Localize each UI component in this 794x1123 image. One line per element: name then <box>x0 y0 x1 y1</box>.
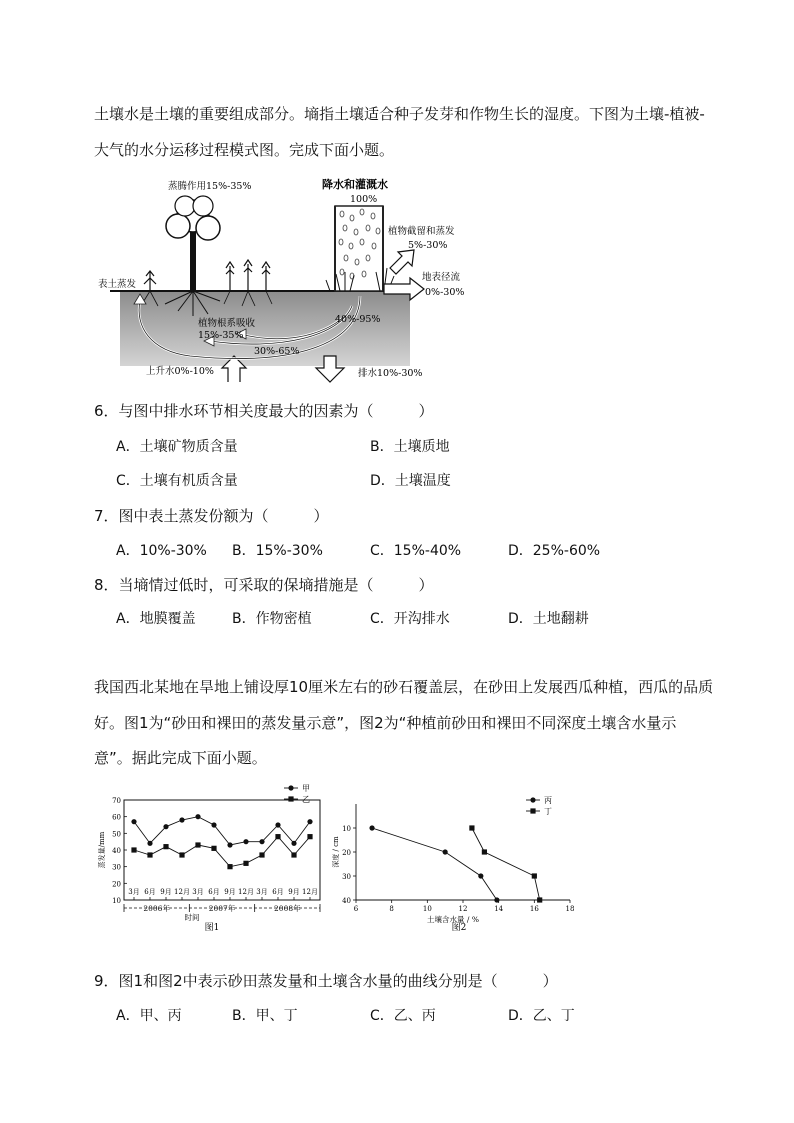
data-point <box>243 861 248 866</box>
label-precip-pct: 100% <box>350 194 378 205</box>
data-point <box>211 822 216 827</box>
legend-marker <box>288 785 293 790</box>
series-甲 <box>131 784 312 848</box>
data-point <box>532 873 537 878</box>
legend-label: 丙 <box>544 796 552 805</box>
q9-option-a[interactable]: A．甲、丙 <box>116 1008 182 1024</box>
label-drainage: 排水10%-30% <box>358 368 423 379</box>
y-tick-label: 40 <box>342 897 351 905</box>
data-point <box>494 897 499 902</box>
x-tick-label: 3月 <box>128 888 140 896</box>
intro2-line3: 意”。据此完成下面小题。 <box>94 749 267 767</box>
x-tick-label: 12月 <box>174 888 190 896</box>
data-point <box>469 825 474 830</box>
intro2-line2: 好。图1为“砂田和裸田的蒸发量示意”，图2为“种植前砂田和裸田不同深度土壤含水量示 <box>94 714 677 732</box>
q9-stem: 9．图1和图2中表示砂田蒸发量和土壤含水量的曲线分别是（ ） <box>94 972 558 990</box>
data-point <box>259 852 264 857</box>
data-point <box>275 822 280 827</box>
year-label: 2008年 <box>274 904 301 913</box>
label-runoff: 地表径流 <box>422 272 461 283</box>
q6-stem: 6．与图中排水环节相关度最大的因素为（ ） <box>94 402 434 420</box>
figure-caption: 图1 <box>204 923 220 933</box>
data-point <box>443 849 448 854</box>
q7-option-d[interactable]: D．25%-60% <box>508 543 601 559</box>
q6-option-d[interactable]: D．土壤温度 <box>370 473 451 489</box>
q6-option-b[interactable]: B．土壤质地 <box>370 439 450 455</box>
plot-frame <box>124 800 320 900</box>
water-transport-diagram <box>90 176 465 386</box>
x-axis-label: 时间 <box>184 913 200 922</box>
q8-option-a[interactable]: A．地膜覆盖 <box>116 611 196 627</box>
q6-option-c[interactable]: C．土壤有机质含量 <box>116 473 238 489</box>
label-root-uptake: 植物根系吸收 <box>198 318 256 329</box>
label-capillary-rise: 上升水0%-10% <box>146 366 214 377</box>
legend-label: 甲 <box>302 784 310 793</box>
legend-marker <box>288 796 293 801</box>
data-point <box>147 841 152 846</box>
y-tick-label: 20 <box>342 849 351 857</box>
data-point <box>291 841 296 846</box>
series-line <box>134 837 310 867</box>
x-tick-label: 10 <box>422 905 432 913</box>
data-point <box>163 824 168 829</box>
intro1-line1: 土壤水是土壤的重要组成部分。墒指土壤适合种子发芽和作物生长的湿度。下图为土壤-植被- <box>94 105 705 123</box>
q7-stem: 7．图中表土蒸发份额为（ ） <box>94 507 329 525</box>
data-point <box>227 842 232 847</box>
data-point <box>211 846 216 851</box>
x-tick-label: 3月 <box>256 888 268 896</box>
year-label: 2006年 <box>143 904 170 913</box>
q7-option-b[interactable]: B．15%-30% <box>232 543 323 559</box>
q6-option-a[interactable]: A．土壤矿物质含量 <box>116 439 238 455</box>
data-point <box>537 897 542 902</box>
x-tick-label: 12月 <box>238 888 254 896</box>
label-precip-title: 降水和灌溉水 <box>322 178 388 191</box>
data-point <box>147 852 152 857</box>
y-tick-label: 60 <box>112 813 121 822</box>
x-tick-label: 9月 <box>288 888 300 896</box>
data-point <box>275 834 280 839</box>
figure2-soil-moisture-chart <box>330 790 590 932</box>
data-point <box>195 814 200 819</box>
label-transpiration: 蒸腾作用15%-35% <box>168 181 252 192</box>
data-point <box>131 847 136 852</box>
y-axis-label: 深度 / cm <box>332 836 340 868</box>
y-axis-label: 蒸发量/mm <box>98 831 106 869</box>
x-tick-label: 6月 <box>144 888 156 896</box>
label-root-uptake-pct: 15%-35% <box>198 330 244 341</box>
y-tick-label: 30 <box>342 873 351 881</box>
data-point <box>179 817 184 822</box>
data-point <box>369 825 374 830</box>
data-point <box>482 849 487 854</box>
intro2-line1: 我国西北某地在旱地上铺设厚10厘米左右的砂石覆盖层，在砂田上发展西瓜种植，西瓜的品质 <box>94 678 714 696</box>
q8-option-d[interactable]: D．土地翻耕 <box>508 611 589 627</box>
label-interception: 植物截留和蒸发 <box>388 226 455 237</box>
data-point <box>291 852 296 857</box>
data-point <box>195 842 200 847</box>
x-tick-label: 9月 <box>160 888 172 896</box>
series-丙 <box>369 796 552 903</box>
x-tick-label: 12月 <box>302 888 318 896</box>
q8-stem: 8．当墒情过低时，可采取的保墒措施是（ ） <box>94 576 434 594</box>
x-tick-label: 12 <box>458 905 468 913</box>
year-label: 2007年 <box>208 904 236 913</box>
x-tick-label: 14 <box>494 905 504 913</box>
legend-label: 乙 <box>302 795 310 804</box>
x-tick-label: 18 <box>565 905 575 913</box>
y-tick-label: 40 <box>112 847 121 855</box>
data-point <box>163 844 168 849</box>
series-乙 <box>131 795 312 869</box>
series-丁 <box>469 807 552 903</box>
y-tick-label: 70 <box>112 797 121 805</box>
x-tick-label: 8 <box>389 905 394 913</box>
data-point <box>259 839 264 844</box>
x-tick-label: 6 <box>353 905 359 913</box>
q9-option-d[interactable]: D．乙、丁 <box>508 1008 575 1024</box>
q8-option-c[interactable]: C．开沟排水 <box>370 611 450 627</box>
y-tick-label: 20 <box>112 880 121 889</box>
data-point <box>179 852 184 857</box>
x-tick-label: 9月 <box>224 888 236 896</box>
q7-option-a[interactable]: A．10%-30% <box>116 543 207 559</box>
data-point <box>227 864 232 869</box>
figure-caption: 图2 <box>451 923 467 933</box>
q7-option-c[interactable]: C．15%-40% <box>370 543 462 559</box>
q9-option-c[interactable]: C．乙、丙 <box>370 1008 436 1024</box>
legend-marker <box>530 797 535 802</box>
q8-option-b[interactable]: B．作物密植 <box>232 611 312 627</box>
x-axis-label: 土壤含水量 / % <box>427 915 479 924</box>
data-point <box>131 819 136 824</box>
series-line <box>134 817 310 845</box>
y-tick-label: 10 <box>342 825 351 833</box>
figure1-evaporation-chart <box>94 782 334 932</box>
label-interception-pct: 5%-30% <box>408 240 448 251</box>
data-point <box>243 839 248 844</box>
intro1-line2: 大气的水分运移过程模式图。完成下面小题。 <box>94 141 395 159</box>
legend-marker <box>530 808 535 813</box>
label-surface-evap: 表土蒸发 <box>98 279 137 290</box>
label-redistribution-pct: 30%-65% <box>254 346 300 357</box>
y-tick-label: 30 <box>112 863 121 872</box>
series-line <box>472 828 540 900</box>
legend-label: 丁 <box>544 807 552 816</box>
interception-arrow <box>390 250 414 274</box>
label-runoff-pct: 0%-30% <box>425 287 465 298</box>
series-line <box>372 828 497 900</box>
data-point <box>478 873 483 878</box>
x-tick-label: 16 <box>529 905 539 913</box>
y-tick-label: 50 <box>112 830 121 839</box>
x-tick-label: 6月 <box>272 888 284 896</box>
data-point <box>307 834 312 839</box>
x-tick-label: 6月 <box>208 888 220 896</box>
q9-option-b[interactable]: B．甲、丁 <box>232 1008 298 1024</box>
x-tick-label: 3月 <box>192 888 204 896</box>
data-point <box>307 819 312 824</box>
y-tick-label: 10 <box>112 897 121 905</box>
label-infiltration-pct: 40%-95% <box>335 314 381 325</box>
